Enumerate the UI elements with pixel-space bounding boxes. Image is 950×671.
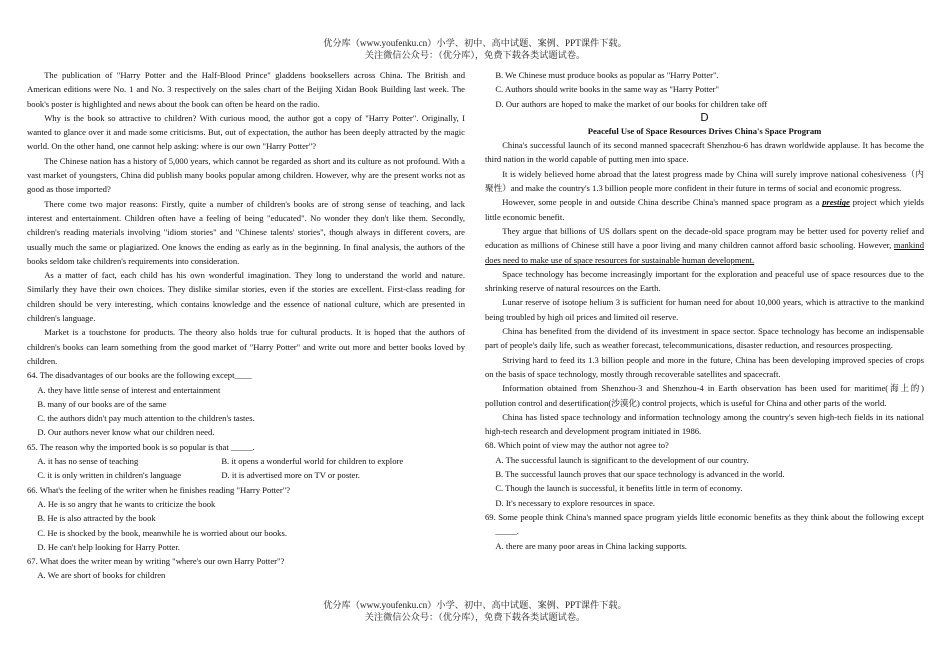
question-64-option-a: A. they have little sense of interest and entertainment [37,384,221,395]
underlined-keyword: prestige [822,197,850,208]
passage-paragraph: The Chinese nation has a history of 5,000 years, which cannot be regarded as short and its culture as not profound. With a vast market of youngsters, China did publish many books popular among children. However, why are the present works not as good as those imported? [27,155,465,195]
passage-paragraph: China's successful launch of its second manned spacecraft Shenzhou-6 has drawn worldwide applause. It has become the third nation in the world capable of putting men into space. [485,140,924,165]
page-header [0,38,950,61]
question-68-stem: 68. Which point of view may the author not agree to? [485,440,669,451]
right-column [485,68,924,553]
passage-paragraph: Information obtained from Shenzhou-3 and Shenzhou-4 in Earth observation has been used for maritime(海上的) pollution control and desertification(沙漠化) control projects, which is useful for China and other parts of the world. [485,383,924,408]
header-line-2: 关注微信公众号：（优分库），免费下载各类试题试卷。 [364,49,586,60]
passage-paragraph: The publication of "Harry Potter and the Half-Blood Prince" gladdens booksellers across China. The British and American editions were No. 1 and No. 3 respectively on the sales chart of the Beijing Xidan Book Building last week. The book's poster is highlighted and news about the book can often be heard on the radio. [27,70,465,109]
passage-title: Peaceful Use of Space Resources Drives China's Space Program [587,125,822,136]
question-67-option-c: C. Authors should write books in the same way as "Harry Potter" [495,84,720,95]
passage-paragraph [485,224,924,267]
question-64-option-b: B. many of our books are of the same [37,398,167,409]
question-66-option-c: C. He is shocked by the book, meanwhile he is worried about our books. [37,527,287,538]
question-64-option-c: C. the authors didn't pay much attention to the children's tastes. [37,413,255,424]
footer-line-1: 优分库（www.youfenku.cn）小学、初中、高中试题、案例、PPT课件下载。 [323,600,627,610]
question-67-stem: 67. What does the writer mean by writing "where's our own Harry Potter"? [27,556,285,567]
section-label: D [700,110,709,124]
passage-paragraph: Space technology has become increasingly important for the exploration and peaceful use of space resources due to the shrinking reserve of natural resources on the Earth. [485,268,924,294]
question-68-option-c: C. Though the launch is successful, it benefits little in term of economy. [495,483,743,494]
question-65-options-row-1 [27,454,465,468]
passage-paragraph: Why is the book so attractive to children? With curious mood, the author got a copy of "Harry Potter". Originally, I wanted to glance over it and made some criticisms. But, out of expectation, the author has been deeply attracted by the magic world. On the other hand, one cannot help asking: where is our own "Harry Potter"? [27,112,465,152]
question-65-stem: 65. The reason why the imported book is so popular is that _____. [27,441,255,452]
question-66-option-b: B. He is also attracted by the book [37,513,156,524]
question-65-options-row-2 [27,468,465,482]
paragraph-text: They argue that billions of US dollars spent on the decade-old space program may be better used for poverty relief and education as millions of Chinese still have a poor living and many children cannot afford basic schooling. However, [485,225,924,251]
page-footer [0,600,950,623]
paragraph-text: project which yields little economic benefit. [485,197,925,222]
passage-paragraph: China has listed space technology and information technology among the country's seven high-tech fields in its national high-tech research and development program initiated in 1986. [485,411,924,437]
passage-paragraph: As a matter of fact, each child has his own wonderful imagination. They long to understand the world and nature. Similarly they have their own choices. They dislike similar stories, even if the stories are excellent. First-class reading for children should be very interesting, which contains knowledge and the essence of national culture, which are presented in children's language. [27,270,465,324]
passage-paragraph: There come two major reasons: Firstly, quite a number of children's books are of strong sense of teaching, and lack interest and entertainment. Children often have a feeling of being "educated". No wonder they don't like them. Secondly, children's reading materials involving "idiom stories" and "Chinese talents' stories", though always in different covers, are usually much the same or plagiarized. One knows the ending as early as in the beginning. In final analysis, the authors of the books seldom take children's requirements into consideration. [27,198,465,266]
question-65-option-c: C. it is only written in children's language [37,470,182,481]
passage-paragraph: It is widely believed home abroad that the latest progress made by China will surely improve national cohesiveness（内聚性）and make the country's 1.3 billion people more confident in their future in terms of social and economic progress. [485,168,924,194]
question-67-option-b: B. We Chinese must produce books as popular as "Harry Potter". [495,70,719,80]
header-line-1: 优分库（www.youfenku.cn）小学、初中、高中试题、案例、PPT课件下载。 [323,38,627,48]
question-67-option-a: A. We are short of books for children [37,570,166,581]
paragraph-text: However, some people in and outside China describe China's manned space program as a [502,197,823,208]
question-68-option-a: A. The successful launch is significant to the development of our country. [495,454,749,465]
question-69-stem: 69. Some people think China's manned space program yields little economic benefits as they think about the following except _____. [485,511,924,537]
question-67-option-d: D. Our authors are hoped to make the market of our books for children take off [495,98,768,109]
left-column [27,68,465,583]
question-64-stem: 64. The disadvantages of our books are the following except____ [27,370,252,381]
underlined-sentence: mankind does need to make use of space resources for sustainable human development. [485,240,924,265]
passage-paragraph: Market is a touchstone for products. The theory also holds true for cultural products. It is hoped that the authors of children's books can learn something from the good market of "Harry Potter" and write out more and better books loved by children. [27,327,465,366]
question-65-option-a: A. it has no sense of teaching [37,456,139,467]
passage-paragraph: Lunar reserve of isotope helium 3 is sufficient for human need for about 10,000 years, which is attractive to the mankind being troubled by high oil prices and limited oil reserve. [485,297,924,322]
question-65-option-b: B. it opens a wonderful world for children to explore [221,456,404,467]
passage-paragraph: Striving hard to feed its 1.3 billion people and more in the future, China has been developing improved species of crops on the basis of space technology, mostly through recoverable satellites and spacecraft. [485,354,924,379]
question-66-stem: 66. What's the feeling of the writer when he finishes reading "Harry Potter"? [27,484,291,495]
question-65-option-d: D. it is advertised more on TV or poster. [221,470,360,481]
question-68-option-d: D. It's necessary to explore resources in space. [495,497,656,508]
question-64-option-d: D. Our authors never know what our children need. [37,427,215,438]
footer-line-2: 关注微信公众号：（优分库），免费下载各类试题试卷。 [364,611,586,622]
question-68-option-b: B. The successful launch proves that our space technology is advanced in the world. [495,469,785,480]
question-66-option-a: A. He is so angry that he wants to criticize the book [37,498,216,509]
passage-paragraph [485,195,924,224]
question-66-option-d: D. He can't help looking for Harry Potter. [37,541,180,552]
passage-paragraph: China has benefited from the dividend of its investment in space sector. Space technology has become an indispensable part of people's daily life, such as weather forecast, telecommunications, disaster reduction, and resources prospecting. [485,326,924,351]
question-69-option-a: A. there are many poor areas in China lacking supports. [495,540,687,551]
